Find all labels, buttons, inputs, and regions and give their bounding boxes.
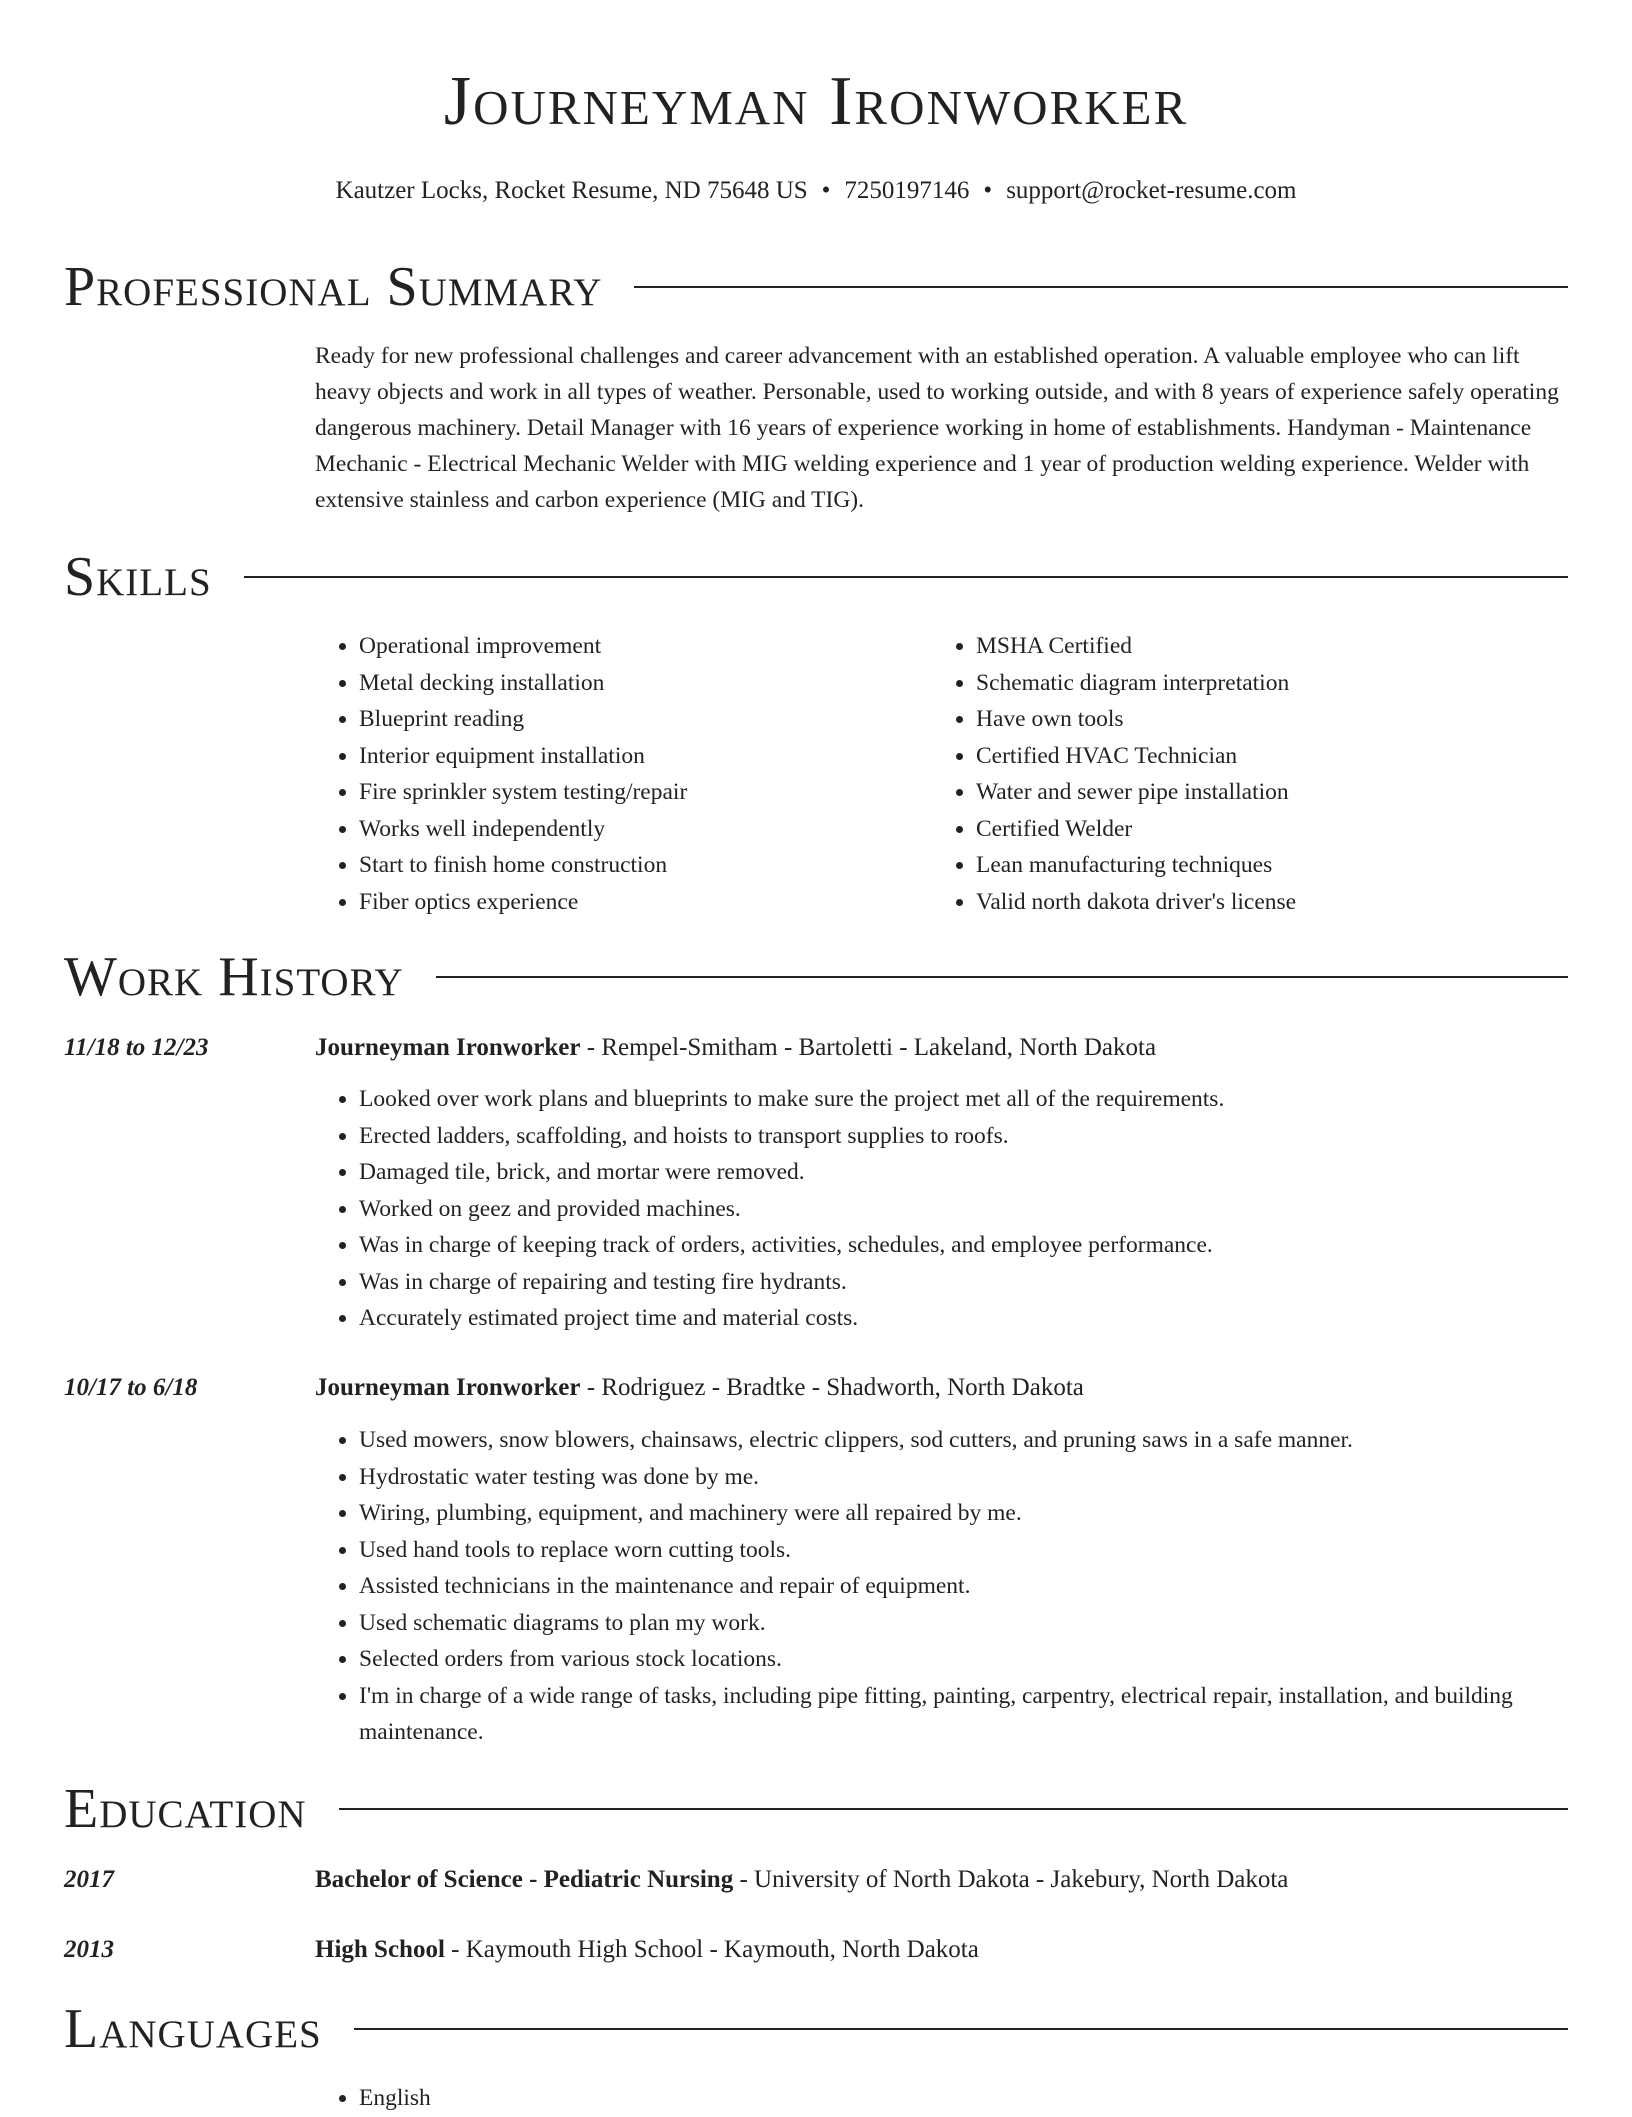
section-divider [436,976,1568,978]
skill-item: • Have own tools [976,701,1532,738]
job-duties [315,1422,1565,1751]
languages-section-header [64,1994,1568,2064]
candidate-name: Journeyman Ironworker [443,63,1189,140]
skills-list-right [932,628,1532,920]
job-heading [315,1030,1565,1066]
summary-section-header [64,252,1568,322]
job-duty-item: • Damaged tile, brick, and mortar were removed. [359,1154,1565,1191]
contact-email[interactable]: support@rocket-resume.com [1006,177,1297,204]
contact-line [0,174,1632,208]
section-divider [634,286,1568,288]
job-duty-item: • Used mowers, snow blowers, chainsaws, electric clippers, sod cutters, and pruning saws in a safe manner. [359,1422,1565,1459]
job-title: Journeyman Ironworker [315,1034,581,1061]
job-duty-item: • Wiring, plumbing, equipment, and machinery were all repaired by me. [359,1495,1565,1532]
skill-item: • Metal decking installation [359,665,915,702]
skill-item: • MSHA Certified [976,628,1532,665]
job-employer: - Rodriguez - Bradtke - Shadworth, North Dakota [580,1374,1084,1401]
skill-item: • Fiber optics experience [359,884,915,921]
job-duty-item: • Hydrostatic water testing was done by me. [359,1459,1565,1496]
education-degree: High School [315,1936,445,1963]
job-employer: - Rempel-Smitham - Bartoletti - Lakeland, North Dakota [580,1034,1157,1061]
education-year: 2013 [64,1936,114,1963]
contact-phone: 7250197146 [844,177,970,204]
summary-text: Ready for new professional challenges and career advancement with an established operation. A valuable employee who can lift heavy objects and work in all types of weather. Personable, used to working outside, and with 8 years of experience safely operating dangerous machinery. Detail Manager with 16 years of experience working in home of establishments. Handyman - Maintenance Mechanic - Electrical Mechanic Welder with MIG welding experience and 1 year of production welding experience. Welder with extensive stainless and carbon experience (MIG and TIG). [315,343,1559,513]
job-duty-item: • Looked over work plans and blueprints to make sure the project met all of the requirements. [359,1081,1565,1118]
skill-item: • Schematic diagram interpretation [976,665,1532,702]
skill-item: • Fire sprinkler system testing/repair [359,774,915,811]
education-section-title: Education [64,1778,307,1840]
skill-item: • Water and sewer pipe installation [976,774,1532,811]
contact-address: Kautzer Locks, Rocket Resume, ND 75648 US [335,177,808,204]
job-duty-item: • Worked on geez and provided machines. [359,1191,1565,1228]
work-section-title: Work History [64,946,404,1008]
summary-section-title: Professional Summary [64,256,603,318]
job-duty-item: • Used schematic diagrams to plan my work. [359,1605,1565,1642]
job-heading [315,1370,1565,1406]
job-duty-item: • Erected ladders, scaffolding, and hoists to transport supplies to roofs. [359,1118,1565,1155]
education-year: 2017 [64,1866,114,1893]
job-duty-item: • Was in charge of keeping track of orders, activities, schedules, and employee performance. [359,1227,1565,1264]
education-school: - Kaymouth High School - Kaymouth, North Dakota [444,1936,979,1963]
skill-item: • Interior equipment installation [359,738,915,775]
job-duty-item: • Was in charge of repairing and testing fire hydrants. [359,1264,1565,1301]
job-duty-item: • Accurately estimated project time and material costs. [359,1300,1565,1337]
skill-item: • Valid north dakota driver's license [976,884,1532,921]
job-duties [315,1081,1565,1337]
education-entry [315,1862,1565,1898]
languages-section-title: Languages [64,1998,322,2060]
skill-item: • Blueprint reading [359,701,915,738]
education-entry [315,1932,1565,1968]
section-divider [354,2028,1568,2030]
job-duty-item: • Selected orders from various stock locations. [359,1641,1565,1678]
job-duty-item: • I'm in charge of a wide range of tasks, including pipe fitting, painting, carpentry, electrical repair, installation, and building maintenance. [359,1678,1565,1751]
work-section-header [64,942,1568,1012]
section-divider [244,576,1568,578]
skill-item: • Certified HVAC Technician [976,738,1532,775]
section-divider [339,1808,1568,1810]
job-duty-item: • Assisted technicians in the maintenance and repair of equipment. [359,1568,1565,1605]
education-degree: Bachelor of Science - Pediatric Nursing [315,1866,734,1893]
skill-item: • Start to finish home construction [359,847,915,884]
skills-section-header [64,542,1568,612]
job-dates: 11/18 to 12/23 [64,1034,209,1061]
job-duty-item: • Used hand tools to replace worn cutting tools. [359,1532,1565,1569]
skill-item: • Operational improvement [359,628,915,665]
skill-item: • Lean manufacturing techniques [976,847,1532,884]
skill-item: • Works well independently [359,811,915,848]
skill-item: • Certified Welder [976,811,1532,848]
education-school: - University of North Dakota - Jakebury, North Dakota [733,1866,1289,1893]
skills-section-title: Skills [64,546,212,608]
education-section-header [64,1774,1568,1844]
languages-list [315,2080,1565,2117]
skills-list-left [315,628,915,920]
contact-separator: • [821,177,831,204]
job-dates: 10/17 to 6/18 [64,1374,198,1401]
job-title: Journeyman Ironworker [315,1374,581,1401]
language-item: • English [359,2080,1565,2117]
contact-separator: • [983,177,993,204]
